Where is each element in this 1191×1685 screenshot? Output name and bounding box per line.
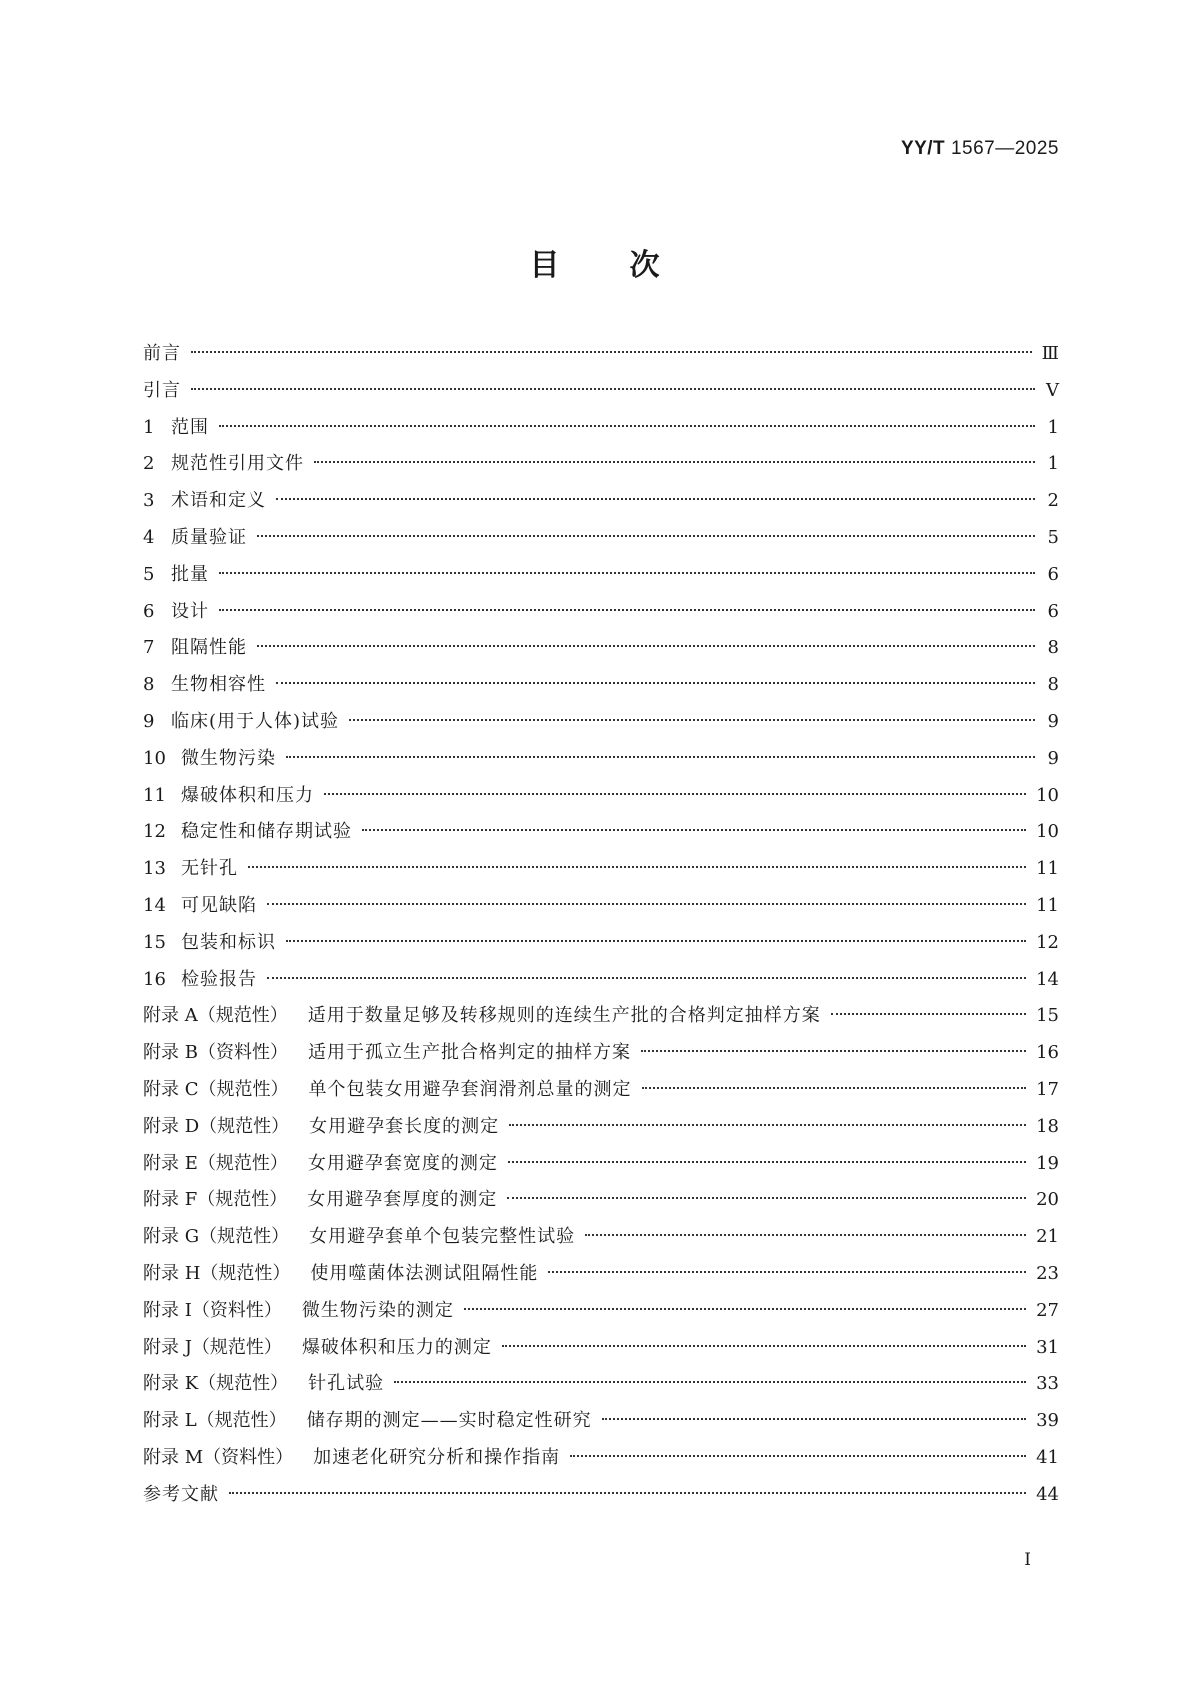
toc-entry-number: 2	[143, 453, 155, 475]
toc-entry-title: 引言	[143, 379, 181, 401]
toc-entry-title: 稳定性和储存期试验	[181, 821, 352, 843]
page-number: I	[1024, 1550, 1031, 1570]
toc-entry-page: 27	[1036, 1299, 1059, 1321]
toc-entry[interactable]	[143, 373, 1059, 410]
toc-entry-number: 1	[143, 416, 155, 438]
toc-entry-title: 阻隔性能	[171, 637, 247, 659]
toc-entry-annex-label: 附录 K（规范性）	[143, 1373, 289, 1395]
toc-entry[interactable]	[143, 778, 1059, 815]
toc-entry-title: 储存期的测定——实时稳定性研究	[306, 1410, 592, 1432]
toc-entry-annex-label: 附录 G（规范性）	[143, 1226, 290, 1248]
toc-entry-number: 15	[143, 931, 166, 953]
toc-leader-dots	[267, 903, 1026, 905]
toc-entry-title: 女用避孕套长度的测定	[309, 1115, 500, 1137]
toc-entry-page: 39	[1036, 1410, 1059, 1432]
toc-entry[interactable]	[143, 998, 1059, 1035]
toc-entry-page: 11	[1036, 858, 1059, 880]
toc-entry-annex-label: 附录 L（规范性）	[143, 1410, 287, 1432]
toc-entry-page: 33	[1036, 1373, 1059, 1395]
toc-entry-number: 13	[143, 858, 166, 880]
toc-entry-title: 微生物污染	[181, 747, 276, 769]
toc-leader-dots	[585, 1234, 1026, 1236]
toc-entry-page: 8	[1047, 637, 1059, 659]
toc-entry-page: 6	[1047, 600, 1059, 622]
toc-entry-page: 11	[1036, 894, 1059, 916]
toc-entry-title: 女用避孕套宽度的测定	[307, 1152, 498, 1174]
toc-leader-dots	[219, 425, 1035, 427]
toc-entry-title: 范围	[171, 416, 209, 438]
toc-entry-page: 21	[1036, 1226, 1059, 1248]
toc-entry-page: 19	[1036, 1152, 1059, 1174]
toc-entry-title: 爆破体积和压力的测定	[301, 1336, 492, 1358]
toc-entry-annex-label: 附录 M（资料性）	[143, 1446, 294, 1468]
toc-entry-number: 4	[143, 526, 155, 548]
title-char-1: 目	[529, 248, 562, 283]
toc-leader-dots	[248, 866, 1026, 868]
toc-entry-page: 12	[1036, 931, 1059, 953]
toc-entry-number: 10	[143, 747, 166, 769]
toc-entry[interactable]	[143, 962, 1059, 999]
toc-leader-dots	[314, 461, 1035, 463]
toc-entry-annex-label: 附录 E（规范性）	[143, 1152, 288, 1174]
toc-entry-page: 9	[1047, 747, 1059, 769]
toc-leader-dots	[276, 498, 1035, 500]
toc-entry[interactable]	[143, 1146, 1059, 1183]
page-title	[0, 240, 1191, 284]
toc-entry[interactable]	[143, 1477, 1059, 1514]
toc-entry-title: 术语和定义	[171, 490, 266, 512]
title-char-2: 次	[629, 248, 662, 283]
toc-entry[interactable]	[143, 336, 1059, 373]
toc-entry[interactable]	[143, 446, 1059, 483]
toc-entry[interactable]	[143, 1256, 1059, 1293]
toc-entry-number: 5	[143, 563, 155, 585]
toc-entry-page: 14	[1036, 968, 1059, 990]
toc-entry[interactable]	[143, 1182, 1059, 1219]
toc-leader-dots	[286, 756, 1035, 758]
toc-entry[interactable]	[143, 483, 1059, 520]
toc-entry-annex-label: 附录 H（规范性）	[143, 1262, 291, 1284]
toc-leader-dots	[219, 609, 1035, 611]
toc-entry[interactable]	[143, 1072, 1059, 1109]
toc-leader-dots	[257, 535, 1035, 537]
toc-entry-page: 44	[1036, 1483, 1059, 1505]
toc-entry-page: 41	[1036, 1446, 1059, 1468]
standard-number: 1567—2025	[950, 138, 1059, 159]
toc-entry-title: 批量	[171, 563, 209, 585]
toc-entry-page: Ⅴ	[1046, 379, 1059, 401]
toc-leader-dots	[641, 1050, 1026, 1052]
toc-entry-page: 31	[1036, 1336, 1059, 1358]
toc-entry[interactable]	[143, 630, 1059, 667]
toc-leader-dots	[509, 1124, 1026, 1126]
toc-entry-page: 18	[1036, 1115, 1059, 1137]
toc-entry[interactable]	[143, 1366, 1059, 1403]
toc-entry-title: 参考文献	[143, 1483, 219, 1505]
toc-entry-title: 临床(用于人体)试验	[171, 710, 340, 732]
toc-leader-dots	[229, 1492, 1026, 1494]
toc-entry-annex-label: 附录 D（规范性）	[143, 1115, 290, 1137]
toc-entry-page: 8	[1047, 674, 1059, 696]
toc-leader-dots	[464, 1308, 1026, 1310]
toc-entry-title: 适用于孤立生产批合格判定的抽样方案	[307, 1042, 631, 1064]
toc-entry-page: Ⅲ	[1041, 343, 1059, 364]
toc-leader-dots	[219, 572, 1035, 574]
toc-leader-dots	[602, 1418, 1026, 1420]
toc-entry[interactable]	[143, 1293, 1059, 1330]
toc-entry-page: 9	[1047, 710, 1059, 732]
toc-entry-number: 16	[143, 968, 166, 990]
toc-entry-title: 女用避孕套厚度的测定	[307, 1189, 498, 1211]
toc-entry[interactable]	[143, 1403, 1059, 1440]
toc-entry-page: 5	[1047, 526, 1059, 548]
toc-entry-page: 20	[1036, 1189, 1059, 1211]
toc-entry-number: 8	[143, 674, 155, 696]
toc-entry[interactable]	[143, 520, 1059, 557]
toc-entry[interactable]	[143, 888, 1059, 925]
toc-entry-title: 加速老化研究分析和操作指南	[313, 1446, 561, 1468]
toc-entry-page: 23	[1036, 1262, 1059, 1284]
toc-entry[interactable]	[143, 1330, 1059, 1367]
toc-entry-number: 14	[143, 894, 166, 916]
toc-entry-number: 12	[143, 821, 166, 843]
toc-entry-page: 6	[1047, 563, 1059, 585]
toc-entry-number: 11	[143, 784, 166, 806]
toc-entry[interactable]	[143, 594, 1059, 631]
toc-entry-title: 单个包装女用避孕套润滑剂总量的测定	[308, 1078, 632, 1100]
toc-entry-annex-label: 附录 B（资料性）	[143, 1042, 288, 1064]
toc-leader-dots	[642, 1087, 1027, 1089]
toc-entry-page: 1	[1047, 453, 1059, 475]
toc-entry[interactable]	[143, 1219, 1059, 1256]
standard-prefix: YY/T	[900, 138, 946, 159]
toc-entry-title: 针孔试验	[308, 1373, 385, 1395]
toc-entry-page: 1	[1047, 416, 1059, 438]
toc-entry[interactable]	[143, 410, 1059, 447]
table-of-contents	[143, 336, 1059, 1514]
toc-leader-dots	[508, 1161, 1026, 1163]
toc-entry-title: 包装和标识	[181, 931, 276, 953]
toc-entry-title: 生物相容性	[171, 674, 266, 696]
toc-entry-page: 2	[1047, 490, 1059, 512]
toc-entry[interactable]	[143, 704, 1059, 741]
toc-entry[interactable]	[143, 667, 1059, 704]
toc-entry-page: 10	[1036, 821, 1059, 843]
toc-entry-title: 质量验证	[171, 526, 247, 548]
toc-leader-dots	[324, 793, 1026, 795]
toc-entry-title: 无针孔	[181, 858, 238, 880]
toc-entry-title: 爆破体积和压力	[181, 784, 314, 806]
toc-leader-dots	[831, 1013, 1026, 1015]
toc-entry-title: 使用噬菌体法测试阻隔性能	[310, 1262, 539, 1284]
toc-entry-page: 17	[1036, 1078, 1059, 1100]
toc-entry-page: 15	[1036, 1005, 1059, 1027]
toc-entry-page: 10	[1036, 784, 1059, 806]
toc-leader-dots	[507, 1197, 1026, 1199]
toc-leader-dots	[570, 1455, 1026, 1457]
toc-entry-annex-label: 附录 I（资料性）	[143, 1299, 282, 1321]
toc-entry[interactable]	[143, 925, 1059, 962]
toc-leader-dots	[191, 351, 1032, 353]
toc-entry[interactable]	[143, 557, 1059, 594]
toc-leader-dots	[267, 977, 1026, 979]
toc-entry-title: 设计	[171, 600, 209, 622]
toc-entry[interactable]	[143, 814, 1059, 851]
toc-leader-dots	[548, 1271, 1026, 1273]
standard-code	[901, 138, 1059, 160]
toc-leader-dots	[257, 645, 1035, 647]
toc-entry-annex-label: 附录 F（规范性）	[143, 1189, 288, 1211]
toc-entry-annex-label: 附录 J（规范性）	[143, 1336, 282, 1358]
toc-entry-title: 适用于数量足够及转移规则的连续生产批的合格判定抽样方案	[307, 1005, 821, 1027]
toc-entry-title: 检验报告	[181, 968, 257, 990]
toc-leader-dots	[362, 829, 1026, 831]
toc-entry[interactable]	[143, 1440, 1059, 1477]
toc-leader-dots	[349, 719, 1035, 721]
toc-leader-dots	[502, 1345, 1026, 1347]
toc-leader-dots	[276, 682, 1035, 684]
toc-entry-title: 前言	[143, 343, 181, 364]
toc-entry[interactable]	[143, 1109, 1059, 1146]
toc-entry-page: 16	[1036, 1042, 1059, 1064]
toc-entry-number: 6	[143, 600, 155, 622]
toc-entry-title: 女用避孕套单个包装完整性试验	[309, 1226, 576, 1248]
toc-entry-number: 9	[143, 710, 155, 732]
toc-entry[interactable]	[143, 741, 1059, 778]
toc-entry-number: 7	[143, 637, 155, 659]
toc-leader-dots	[286, 940, 1026, 942]
toc-entry-annex-label: 附录 A（规范性）	[143, 1005, 288, 1027]
toc-entry-title: 微生物污染的测定	[301, 1299, 454, 1321]
toc-entry[interactable]	[143, 851, 1059, 888]
toc-leader-dots	[191, 388, 1035, 390]
toc-entry-title: 规范性引用文件	[171, 453, 304, 475]
toc-entry-title: 可见缺陷	[181, 894, 257, 916]
toc-entry[interactable]	[143, 1035, 1059, 1072]
toc-entry-annex-label: 附录 C（规范性）	[143, 1078, 289, 1100]
toc-leader-dots	[394, 1381, 1026, 1383]
toc-entry-number: 3	[143, 490, 155, 512]
